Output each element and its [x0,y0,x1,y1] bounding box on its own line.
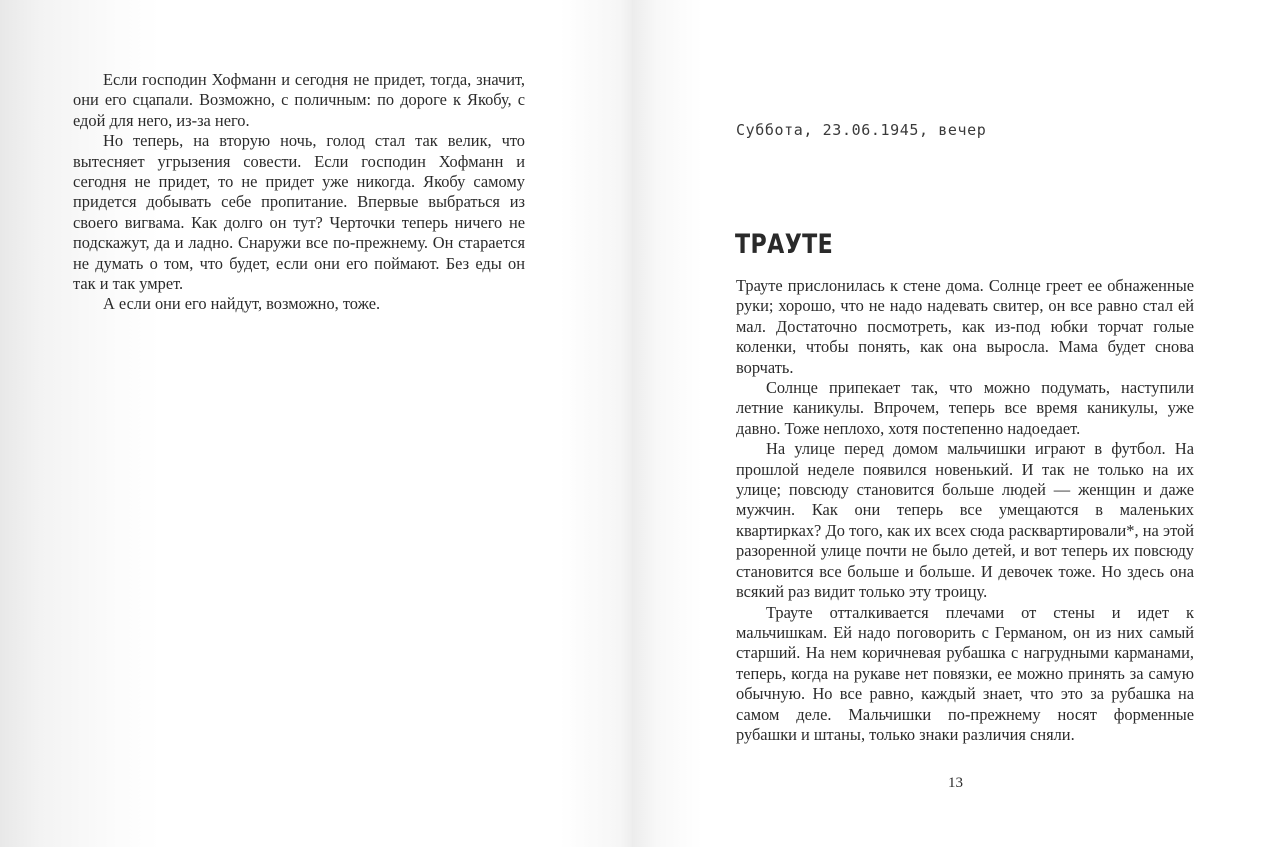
right-page-text [736,276,1194,745]
paragraph: Если господин Хофманн и сегодня не придет, тогда, значит, они его сцапали. Возможно, с поличным: по дороге к Якобу, с едой для него, из-за него. [73,70,525,130]
paragraph: Траутe отталкивается плечами от стены и идет к мальчишкам. Ей надо поговорить с Германом, он из них самый старший. На нем коричневая рубашка с нагрудными карманами, теперь, когда на рукаве нет повязки, ее можно принять за самую обычную. Но все равно, каждый знает, что это за рубашка на самом деле. Мальчишки по-прежнему носят форменные рубашки и штаны, только знаки различия сняли. [736,602,1194,744]
paragraph: Но теперь, на вторую ночь, голод стал так велик, что вытесняет угрызения совести. Если господин Хофманн и сегодня не придет, то не придет уже никогда. Якобу самому придется добывать себе пропитание. Впервые выбраться из своего вигвама. Как долго он тут? Черточки теперь ничего не подскажут, да и ладно. Снаружи все по-прежнему. Он старается не думать о том, что будет, если они его поймают. Без еды он так и так умрет. [73,131,525,294]
page-number: 13 [948,775,963,791]
paragraph: А если они его найдут, возможно, тоже. [103,294,381,314]
chapter-dateline: Суббота, 23.06.1945, вечер [736,121,987,139]
paragraph: На улице перед домом мальчишки играют в футбол. На прошлой неделе появился новенький. И так не только на их улице; повсюду становится больше людей — женщин и даже мужчин. Как они теперь все умещаются в маленьких квартирках? До того, как их всех сюда расквартировали*, на этой разоренной улице почти не было детей, и вот теперь их повсюду становится все больше и больше. И девочек тоже. Но здесь она всякий раз видит только эту троицу. [736,439,1194,602]
left-page-text [73,70,525,315]
paragraph: Траутe прислонилась к стене дома. Солнце греет ее обнаженные руки; хорошо, что не надо надевать свитер, он все равно стал ей мал. Достаточно посмотреть, как из-под юбки торчат голые коленки, чтобы понять, как она выросла. Мама будет снова ворчать. [736,276,1194,377]
chapter-title: ТРАУТЕ [735,229,834,260]
right-page [632,0,1264,847]
paragraph: Солнце припекает так, что можно подумать, наступили летние каникулы. Впрочем, теперь все время каникулы, уже давно. Тоже неплохо, хотя постепенно надоедает. [736,378,1194,438]
